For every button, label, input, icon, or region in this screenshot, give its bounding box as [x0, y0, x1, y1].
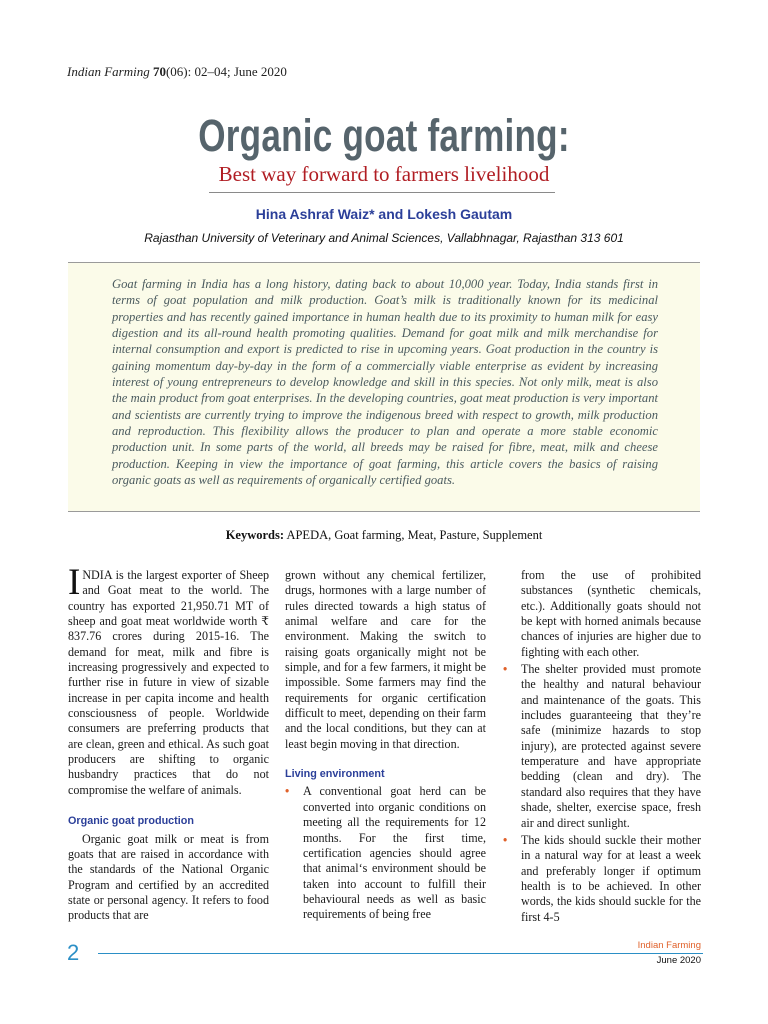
bullet-icon: • [503, 832, 508, 847]
production-paragraph-2: grown without any chemical fertilizer, drugs, hormones with a large number of rules directed towards a high status of animal welfare and care for the environment. Making the switch to raising goats organically might not be simple, and for a few farmers, it might be impossible. Some farmers may find the requirements for organic certification difficult to meet, depending on their farm and the local conditions, but they can at least begin moving in that direction. [285, 568, 486, 751]
production-paragraph-1: Organic goat milk or meat is from goats that are raised in accordance with the standards of the National Organic Program and certified by an accredited state or personal agency. It refers to food products that are [68, 831, 269, 923]
keywords-value: APEDA, Goat farming, Meat, Pasture, Supplement [286, 528, 543, 542]
article-subtitle: Best way forward to farmers livelihood [218, 162, 550, 186]
living-environment-list-continued [503, 568, 701, 925]
bullet-icon: • [503, 662, 508, 677]
list-item [503, 833, 701, 925]
subtitle-underline [209, 192, 555, 193]
body-column-2 [285, 568, 486, 923]
section-heading-organic-goat-production: Organic goat production [68, 815, 194, 828]
bullet-1-text-part-2: from the use of prohibited substances (synthetic chemicals, etc.). Additionally goats should not be kept with horned animals because chances of injuries are higher due to fighting with each other. [521, 568, 701, 659]
keywords-line [0, 528, 768, 543]
abstract-text: Goat farming in India has a long history, dating back to about 10,000 year. Today, India stands first in terms of goat population and milk production. Goat’s milk is traditionally known for its medicinal properties and has recently gained importance in human health due to its proximity to human milk for easy digestion and its all-round health promoting qualities. Demand for goat milk and milk merchandise for internal consumption and export is predicted to rise in upcoming years. Goat production in the country is gaining momentum day-by-day in the form of a commercially viable enterprise as evident by increasing interest of young entrepreneurs to develop knowledge and skill in this species. Not only milk, meat is also the main product from goat enterprises. In the developing countries, goat meat production is very important and scientists are currently trying to improve the indigenous breed with respect to growth, milk production and reproduction. This flexibility allows the producer to plan and operate a more stable economic production unit. In some parts of the world, all breeds may be raised for fibre, meat, milk and cheese production. Keeping in view the importance of goat farming, this article covers the basics of raising organic goats as well as requirements of organically certified goats. [112, 277, 658, 488]
footer-rule [98, 953, 703, 954]
keywords-label: Keywords: [225, 528, 285, 542]
list-item [503, 568, 701, 660]
citation-volume: 70 [152, 64, 166, 79]
bullet-icon: • [285, 784, 290, 799]
footer-journal-name: Indian Farming [637, 940, 701, 951]
list-item [285, 784, 486, 922]
citation-line [67, 64, 287, 80]
drop-cap: I [68, 562, 81, 603]
intro-paragraph [68, 562, 269, 798]
footer-date: June 2020 [656, 955, 701, 966]
bullet-1-text-part-1: A conventional goat herd can be converted into organic conditions on meeting all the requirements for 12 months. For the first time, certification agencies should agree that animal‘s environment should be taken into account to fulfill their behavioural needs as well as basic requirements of being free [303, 784, 486, 922]
bullet-2-text: The shelter provided must promote the healthy and natural behaviour and maintenance of the goats. This includes guaranteeing that they’re safe (minimize hazards to stop injury), are protected against severe temperature and have appropriate bedding (clean and dry). The standard also requires that they have shade, shelter, exercise space, fresh air and direct sunlight. [521, 662, 701, 830]
page-number: 2 [67, 940, 80, 965]
living-environment-list [285, 784, 486, 922]
body-column-1 [68, 562, 269, 924]
body-column-3 [503, 568, 701, 925]
section-heading-living-environment: Living environment [285, 768, 385, 781]
affiliation: Rajasthan University of Veterinary and Animal Sciences, Vallabhnagar, Rajasthan 313 601 [144, 231, 624, 245]
citation-journal: Indian Farming [67, 64, 150, 79]
intro-text: NDIA is the largest exporter of Sheep and Goat meat to the world. The country has exported 21,950.71 MT of sheep and goat meat worldwide worth ₹ 837.76 crores during 2015-16. The demand for meat, milk and fibre is increasing progressively and expected to further rise in future in view of sizable increase in per capita income and health consciousness of people. Worldwide consumers are preferring products that are clean, green and ethical. As such goat producers are shifting to organic husbandry practices that do not compromise the welfare of animals. [68, 568, 269, 797]
bullet-3-text: The kids should suckle their mother in a natural way for at least a week and preferably longer if optimum health is to be achieved. In other words, the kids should suckle for the first 4-5 [521, 832, 701, 924]
article-title: Organic goat farming: [198, 110, 570, 161]
authors: Hina Ashraf Waiz* and Lokesh Gautam [255, 206, 513, 222]
list-item [503, 662, 701, 831]
citation-issue: (06): 02–04; June 2020 [165, 64, 287, 79]
